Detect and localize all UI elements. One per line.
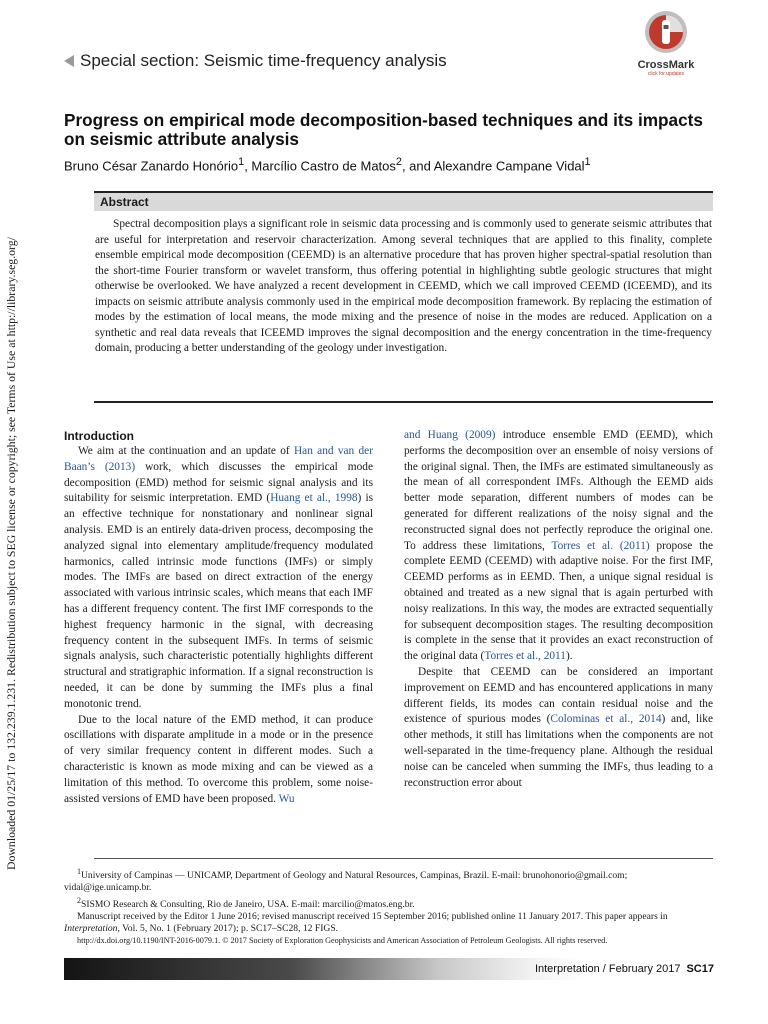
text-run: ). <box>565 650 573 663</box>
author-3-affil: 1 <box>584 156 591 168</box>
footnote-marker: 2 <box>77 895 81 905</box>
footnote-divider <box>94 858 713 859</box>
ref-torres-2011[interactable]: Torres et al. (2011) <box>551 539 650 552</box>
intro-paragraph-2-continued <box>404 428 713 665</box>
left-column <box>64 428 373 807</box>
ref-han-van-der-baan-2013[interactable]: Han and van der Baan’s (2013) <box>64 445 373 473</box>
text-run: ) is an effective technique for nonstationary and nonlinear signal analysis. EMD is an entirely data-driven process, decomposing the analyzed signal into elementary amplitude/frequency modulated harmonics, called intrinsic mode functions (IMFs) or simply modes. The IMFs are based on direct extraction of the energy associated with various intrinsic scales, which means that each IMF has a different frequency content. The first IMF corresponds to the highest frequency harmonic in the signal, with decreasing frequency content in the subsequent IMFs. In terms of seismic signals analysis, such characteristic potentially highlights different structural and stratigraphic information. If a signal reconstruction is needed, it can be done by summing the IMFs plus a final monotonic trend. <box>64 492 374 710</box>
author-1-affil: 1 <box>238 156 245 168</box>
intro-paragraph-1 <box>64 444 373 713</box>
footer-journal: Interpretation / February 2017 <box>534 963 681 975</box>
crossmark-icon <box>644 10 688 54</box>
ref-wu-huang-2009-end[interactable]: and Huang (2009) <box>404 429 496 441</box>
triangle-left-icon <box>64 55 74 67</box>
crossmark-badge[interactable] <box>634 10 698 77</box>
footer-page-number: SC17 <box>686 963 714 975</box>
text-run: work, which discusses the empirical mode decomposition (EMD) method for seismic signal analysis and its suitability for seismic interpretation. EMD ( <box>64 460 373 505</box>
abstract-header <box>94 191 713 211</box>
text-run: Due to the local nature of the EMD method, it can produce oscillations with disparate amplitude in a mode or in the presence of very similar frequency content in different modes. Such a characteristic is known as mode mixing and can be viewed as a limitation of this method. To overcome this problem, some noise-assisted versions of EMD have been proposed. <box>64 713 373 805</box>
section-title: Special section: Seismic time-frequency analysis <box>80 51 447 70</box>
section-label <box>64 51 447 71</box>
abstract-body <box>95 217 712 357</box>
text-run: Despite that CEEMD can be considered an important improvement on EEMD and has encountered applications in many different fields, its modes can contain residual noise and the existence of spurious modes ( <box>404 665 713 726</box>
author-2-affil: 2 <box>395 156 402 168</box>
footnote-marker: 1 <box>77 867 81 876</box>
abstract-divider <box>94 401 713 403</box>
footnote-text: Manuscript received by the Editor 1 June 2016; revised manuscript received 15 September 2016; published online 11 January 2017. This paper appears in <box>77 910 668 922</box>
author-3: , and Alexandre Campane Vidal <box>401 158 585 174</box>
footer-text <box>535 958 714 980</box>
intro-paragraph-2 <box>64 713 373 808</box>
right-column <box>404 428 713 791</box>
text-run: ) and, like other methods, it still has limitations when the components are not well-separated in the time-frequency plane. Although the residual noise can be canceled when summing the IMFs, thus leading to a reconstruction error about <box>404 713 713 789</box>
page-footer <box>64 958 714 980</box>
article-title: Progress on empirical mode decomposition-based techniques and its impacts on seismic attribute analysis <box>64 110 703 149</box>
intro-paragraph-3 <box>404 665 713 791</box>
author-1: Bruno César Zanardo Honório <box>64 158 239 174</box>
footnote-affiliation-2 <box>64 895 714 911</box>
footnote-manuscript-info <box>64 911 714 935</box>
footnote-affiliation-1 <box>64 866 714 895</box>
introduction-heading: Introduction <box>64 429 134 443</box>
ref-huang-1998[interactable]: Huang et al., 1998 <box>270 492 358 505</box>
abstract-paragraph: Spectral decomposition plays a significant role in seismic data processing and is commonly used to generate seismic attributes that are useful for interpretation and reservoir characterization. Among several techniques that are applied to this finality, complete ensemble empirical mode decomposition (CEEMD) is an alternative procedure that has proven higher spectral-spatial resolution than the short-time Fourier transform or wavelet transform, thus offering potential in highlighting subtle geologic structures that might otherwise be overlooked. We have analyzed a recent development in CEEMD, which we call improved CEEMD (ICEEMD), and its impacts on seismic attribute analysis commonly used in the empirical mode decomposition framework. By replacing the estimation of modes by the estimation of local means, the mode mixing and the presence of noise in the modes are reduced. Application on a synthetic and real data reveals that ICEEMD improves the signal decomposition and the energy concentration in the time-frequency domain, producing a better understanding of the geology under investigation. <box>95 218 712 354</box>
footnote-doi-copyright: http://dx.doi.org/10.1190/INT-2016-0079.1. © 2017 Society of Exploration Geophysicists and American Association of Petroleum Geologists. All rights reserved. <box>77 936 608 946</box>
ref-colominas-2014[interactable]: Colominas et al., 2014 <box>550 713 662 726</box>
text-run: We aim at the continuation and an update of <box>78 445 294 457</box>
text-run: introduce ensemble EMD (EEMD), which performs the decomposition over an ensemble of noisy versions of the original signal. Then, the IMFs are estimated simultaneously as the mean of all correspondent IMFs. Although the EEMD aids better mode separation, different numbers of modes can be generated for different realizations of the noisy signal and the reconstructed signal does not perfectly reproduce the original one. To address these limitations, <box>404 429 713 552</box>
ref-wu-huang-2009-start[interactable]: Wu <box>278 792 295 805</box>
author-2: , Marcílio Castro de Matos <box>244 158 396 174</box>
ref-torres-2011-b[interactable]: Torres et al., 2011 <box>484 650 566 663</box>
footnote-text: University of Campinas — UNICAMP, Department of Geology and Natural Resources, Campinas, Brazil. E-mail: brunohonorio@gmail.com; vidal@ige.unicamp.br. <box>64 870 628 894</box>
author-list <box>64 156 591 173</box>
crossmark-label: CrossMark <box>637 59 695 71</box>
text-run: propose the complete EEMD (CEEMD) with adaptive noise. For the first IMF, CEEMD performs as in EEMD. Then, a unique signal residual is obtained and treated as a new signal that is again perturbed with noisy realizations. In this way, the modes are extracted sequentially for subsequent decomposition stages. The resulting decomposition is complete in the sense that it provides an exact reconstruction of the original data ( <box>404 539 713 663</box>
crossmark-sublabel: click for updates <box>647 71 685 77</box>
journal-name: Interpretation <box>64 923 118 935</box>
abstract-heading: Abstract <box>100 195 149 209</box>
footnotes <box>64 866 714 948</box>
download-notice-text: Downloaded 01/25/17 to 132.239.1.231. Redistribution subject to SEG license or copyright; see Terms of Use at http://library.seg.org/ <box>4 237 18 870</box>
download-notice-sidebar <box>2 158 24 878</box>
footnote-text: SISMO Research & Consulting, Rio de Janeiro, USA. E-mail: marcilio@matos.eng.br. <box>81 898 415 910</box>
footnote-text: , Vol. 5, No. 1 (February 2017); p. SC17–SC28, 12 FIGS. <box>117 923 339 935</box>
